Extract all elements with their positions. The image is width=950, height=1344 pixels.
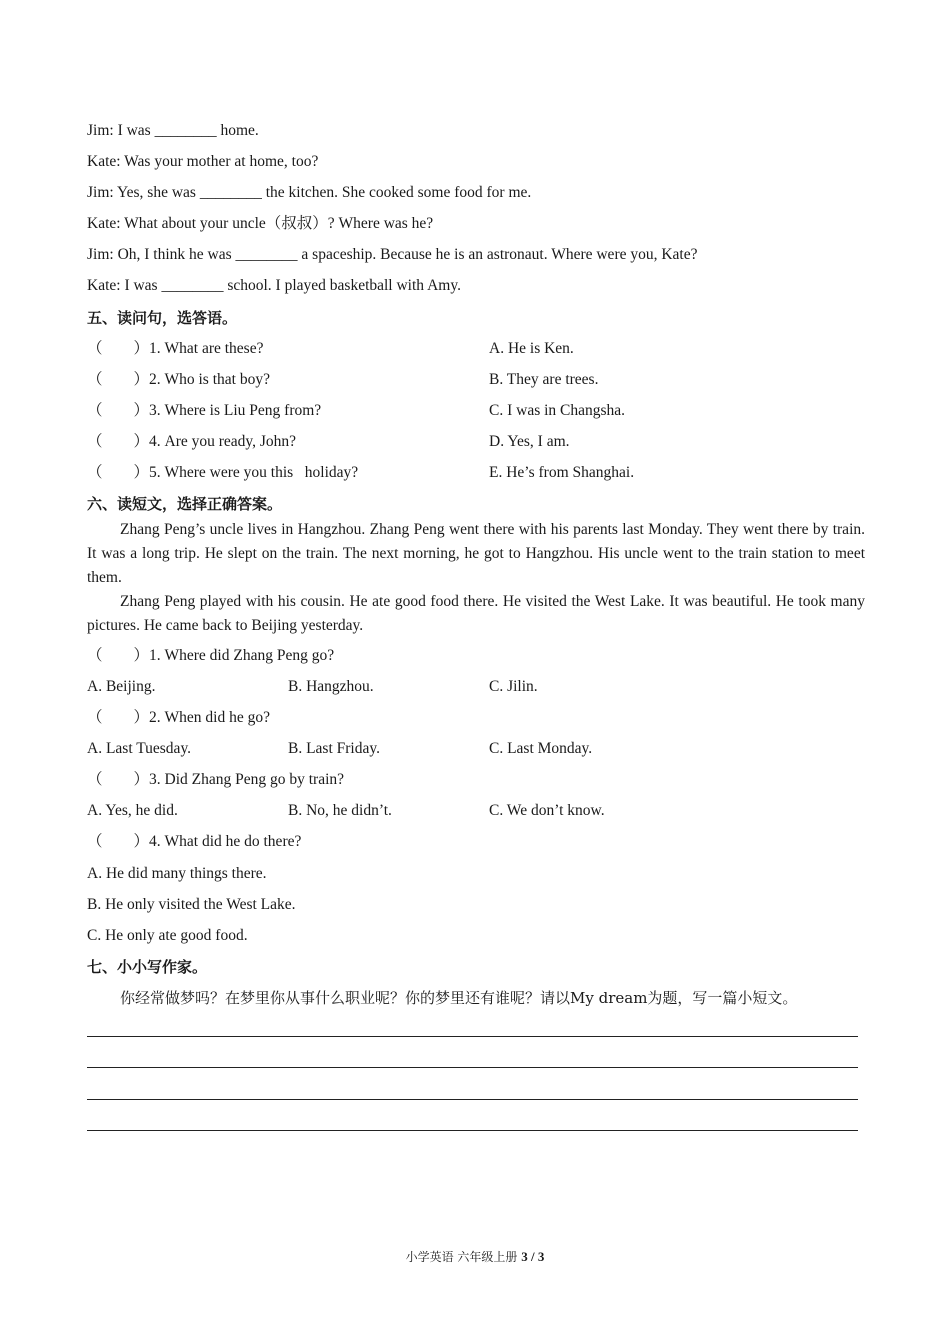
- dialogue-line: Kate: Was your mother at home, too?: [87, 153, 319, 170]
- option: A. Beijing.: [87, 678, 156, 695]
- reading-paragraph-1: Zhang Peng’s uncle lives in Hangzhou. Zhang Peng went there with his parents last Monday. They went there by train. It was a long trip. He slept on the train. The next morning, he got to Hangzhou. His uncle went to the train station to meet them.: [87, 521, 865, 586]
- section5-answer: B. They are trees.: [489, 371, 599, 388]
- option: B. No, he didn’t.: [288, 802, 392, 819]
- page-number: 3 / 3: [521, 1249, 545, 1264]
- option: C. We don’t know.: [489, 802, 605, 819]
- option: C. Jilin.: [489, 678, 538, 695]
- dialogue-line: Jim: Yes, she was ________ the kitchen. She cooked some food for me.: [87, 184, 532, 201]
- reading-paragraph-2: Zhang Peng played with his cousin. He ate good food there. He visited the West Lake. It was beautiful. He took many pictures. He came back to Beijing yesterday.: [87, 593, 865, 634]
- section6-question-1: （ ）1. Where did Zhang Peng go?: [87, 647, 335, 664]
- section5-question: （ ）4. Are you ready, John?: [87, 433, 297, 450]
- writing-line[interactable]: [87, 1036, 858, 1037]
- section5-answer: D. Yes, I am.: [489, 433, 570, 450]
- option: B. Last Friday.: [288, 740, 380, 757]
- dialogue-line: Jim: Oh, I think he was ________ a spaceship. Because he is an astronaut. Where were you, Kate?: [87, 246, 698, 263]
- option: B. Hangzhou.: [288, 678, 374, 695]
- section5-question: （ ）5. Where were you this holiday?: [87, 464, 359, 481]
- option: A. Last Tuesday.: [87, 740, 192, 757]
- writing-prompt: 你经常做梦吗？在梦里你从事什么职业呢？你的梦里还有谁呢？请以My dream为题，写一篇小短文。: [120, 989, 798, 1007]
- writing-line[interactable]: [87, 1130, 858, 1131]
- section6-question-2: （ ）2. When did he go?: [87, 709, 270, 726]
- section5-title: 五、读问句，选答语。: [87, 309, 238, 327]
- writing-line[interactable]: [87, 1067, 858, 1068]
- dialogue-line: Kate: I was ________ school. I played basketball with Amy.: [87, 277, 461, 294]
- section6-question-3: （ ）3. Did Zhang Peng go by train?: [87, 771, 345, 788]
- writing-line[interactable]: [87, 1099, 858, 1100]
- section6-question-4: （ ）4. What did he do there?: [87, 833, 302, 850]
- dialogue-line: Jim: I was ________ home.: [87, 122, 259, 139]
- option: A. He did many things there.: [87, 865, 267, 882]
- section6-title: 六、读短文，选择正确答案。: [87, 495, 283, 513]
- option: C. He only ate good food.: [87, 927, 248, 944]
- page-footer: [0, 1248, 950, 1265]
- option: C. Last Monday.: [489, 740, 593, 757]
- option: A. Yes, he did.: [87, 802, 178, 819]
- section7-title: 七、小小写作家。: [87, 958, 208, 976]
- option: B. He only visited the West Lake.: [87, 896, 296, 913]
- section5-answer: C. I was in Changsha.: [489, 402, 626, 419]
- section5-question: （ ）3. Where is Liu Peng from?: [87, 402, 322, 419]
- section5-answer: E. He’s from Shanghai.: [489, 464, 635, 481]
- section5-question: （ ）1. What are these?: [87, 340, 264, 357]
- section5-answer: A. He is Ken.: [489, 340, 574, 357]
- footer-label: 小学英语 六年级上册: [405, 1250, 522, 1264]
- dialogue-line: Kate: What about your uncle（叔叔）? Where was he?: [87, 215, 434, 232]
- section5-question: （ ）2. Who is that boy?: [87, 371, 270, 388]
